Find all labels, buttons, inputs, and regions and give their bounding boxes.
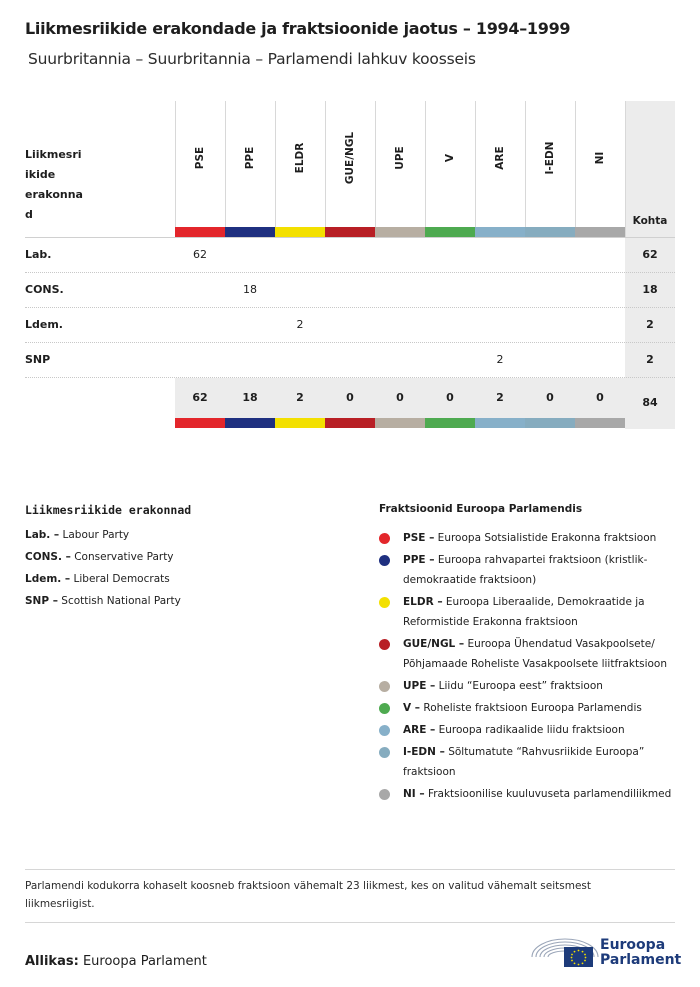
column-header-ni [575,101,625,237]
row-rule [25,307,675,308]
group-legend-item [379,676,679,696]
group-total-cell: 0 [346,391,354,404]
row-rule [25,342,675,343]
party-legend-item [25,572,345,586]
distribution-table [25,101,675,429]
group-code: UPE – [403,680,436,692]
row-label-ldem: Ldem. [25,318,63,331]
column-header-label: UPE [394,146,406,170]
group-total-cell: 2 [296,391,304,404]
column-separator [625,101,626,237]
divider [25,922,675,923]
group-legend-item [379,720,679,740]
row-total-cell: 62 [642,248,658,261]
group-code: V – [403,702,421,714]
column-header-upe [375,101,425,237]
group-code: I-EDN – [403,746,445,758]
group-color-stripe [225,227,275,237]
page-subtitle: Suurbritannia – Suurbritannia – Parlamendi lahkuv koosseis [28,50,476,68]
total-column-background [625,101,675,429]
group-name: Euroopa rahvapartei fraktsioon (kristlik-demokraatide fraktsioon) [403,554,648,586]
group-legend [379,503,679,806]
group-color-stripe [275,418,325,428]
group-color-dot-icon [379,681,390,692]
row-total-cell: 18 [642,283,658,296]
page-title: Liikmesriikide erakondade ja fraktsioonide jaotus – 1994–1999 [25,19,571,38]
group-color-stripe [475,418,525,428]
party-name: Conservative Party [70,551,174,563]
group-color-stripe [575,227,625,237]
column-header-label: ARE [494,146,506,170]
group-color-stripe [425,418,475,428]
group-total-cell: 0 [596,391,604,404]
party-legend-item [25,528,345,542]
group-name: Euroopa Sotsialistide Erakonna fraktsioon [434,532,657,544]
seat-count-cell: 62 [193,248,207,261]
source-value: Euroopa Parlament [82,954,207,969]
party-code: Lab. – [25,529,60,541]
column-header-v [425,101,475,237]
row-label-lab: Lab. [25,248,52,261]
column-header-label: PPE [244,146,256,170]
group-color-stripe [525,418,575,428]
group-code: ELDR – [403,596,443,608]
group-name: Euroopa radikaalide liidu fraktsioon [435,724,625,736]
group-code: PPE – [403,554,435,566]
corner-label: Liikmesri ikide erakonna d [25,148,83,221]
group-code: ARE – [403,724,436,736]
party-legend-item [25,594,345,608]
group-color-stripe [175,418,225,428]
group-total-cell: 0 [446,391,454,404]
group-color-dot-icon [379,639,390,650]
group-color-stripe [525,227,575,237]
group-total-cell: 2 [496,391,504,404]
party-name: Scottish National Party [57,595,181,607]
grand-total-cell: 84 [642,396,658,409]
column-header-eldr [275,101,325,237]
row-total-cell: 2 [646,318,654,331]
group-color-dot-icon [379,747,390,758]
group-legend-item [379,784,679,804]
group-total-cell: 18 [242,391,258,404]
footnote: Parlamendi kodukorra kohaselt koosneb fraktsioon vähemalt 23 liikmest, kes on valitud vähemalt seitsmest liikmesriigist. [25,880,592,910]
party-code: Ldem. – [25,573,71,585]
row-label-cons: CONS. [25,283,64,296]
group-legend-title: Fraktsioonid Euroopa Parlamendis [379,503,583,515]
group-color-stripe [175,227,225,237]
group-legend-item [379,592,679,632]
group-color-stripe [375,418,425,428]
group-name: Sõltumatute “Rahvusriikide Euroopa” fraktsioon [403,746,645,778]
party-name: Labour Party [59,529,130,541]
group-name: Euroopa Liberaalide, Demokraatide ja Reformistide Erakonna fraktsioon [403,596,645,628]
column-header-label: PSE [194,146,206,170]
row-rule [25,272,675,273]
row-rule [25,377,675,378]
column-header-label: NI [594,151,606,165]
group-color-stripe [425,227,475,237]
column-header-are [475,101,525,237]
group-code: NI – [403,788,425,800]
party-legend [25,503,345,616]
header-rule [25,237,675,238]
group-color-stripe [325,227,375,237]
group-name: Liidu “Euroopa eest” fraktsioon [435,680,603,692]
column-header-label: I-EDN [544,141,556,175]
group-code: PSE – [403,532,435,544]
group-name: Roheliste fraktsioon Euroopa Parlamendis [420,702,642,714]
group-color-dot-icon [379,789,390,800]
column-header-label: V [444,153,456,163]
column-header-gue-ngl [325,101,375,237]
total-column-header: Kohta [632,215,668,227]
group-name: Fraktsioonilise kuuluvuseta parlamendiliikmed [424,788,672,800]
group-total-cell: 0 [396,391,404,404]
group-legend-item [379,634,679,674]
group-total-cell: 62 [192,391,208,404]
party-code: SNP – [25,595,58,607]
group-color-stripe [375,227,425,237]
column-header-i-edn [525,101,575,237]
seat-count-cell: 2 [496,353,504,366]
group-legend-item [379,742,679,782]
seat-count-cell: 18 [243,283,257,296]
seat-count-cell: 2 [296,318,304,331]
group-legend-item [379,528,679,548]
logo-text: Euroopa Parlament [600,937,682,968]
source-label: Allikas: [25,954,79,969]
group-color-dot-icon [379,533,390,544]
row-label-snp: SNP [25,353,51,366]
group-color-stripe [275,227,325,237]
source-line [25,954,207,969]
party-name: Liberal Democrats [70,573,170,585]
group-color-dot-icon [379,703,390,714]
divider [25,869,675,870]
group-color-dot-icon [379,597,390,608]
group-color-stripe [225,418,275,428]
group-total-cell: 0 [546,391,554,404]
party-legend-title: Liikmesriikide erakonnad [25,503,192,517]
group-color-stripe [575,418,625,428]
group-color-dot-icon [379,555,390,566]
group-name: Euroopa Ühendatud Vasakpoolsete/ Põhjamaade Roheliste Vasakpoolsete liitfraktsioon [403,638,667,670]
group-legend-item [379,698,679,718]
row-total-cell: 2 [646,353,654,366]
column-header-ppe [225,101,275,237]
group-color-stripe [475,227,525,237]
column-header-label: ELDR [294,142,306,174]
party-legend-item [25,550,345,564]
group-code: GUE/NGL – [403,638,465,650]
column-header-label: GUE/NGL [344,131,356,185]
column-header-pse [175,101,225,237]
party-code: CONS. – [25,551,71,563]
group-color-dot-icon [379,725,390,736]
group-color-stripe [325,418,375,428]
group-legend-item [379,550,679,590]
